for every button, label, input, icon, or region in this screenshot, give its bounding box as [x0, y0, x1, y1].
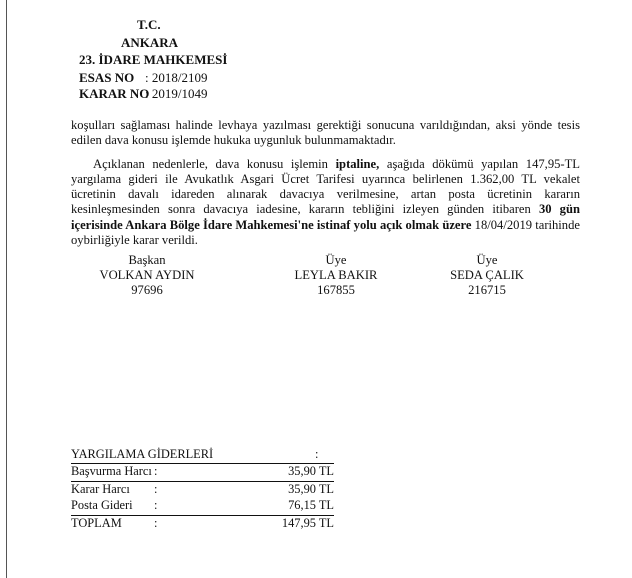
cost-colon: : [154, 498, 158, 512]
cost-amount: 35,90 TL [288, 464, 334, 478]
signature-role: Üye [476, 253, 498, 267]
esas-no [79, 70, 134, 86]
signature-number: 216715 [468, 283, 506, 297]
cost-label: Posta Gideri [71, 498, 133, 512]
cost-label: Karar Harcı [71, 481, 130, 496]
signature-name: SEDA ÇALIK [450, 268, 524, 282]
table-row [71, 498, 334, 516]
p2-part-a: Açıklanan nedenlerle, dava konusu işlemin [93, 157, 336, 172]
p2-part-b: aşağıda dökümü yapılan 147,95-TL yargılama gideri ile Avukatlık Asgari Ücret Tarifesi uyarınca belirlenen 1.362,00 TL vekalet ücretinin davalı idareden alınarak davacıya verilmesine, artan posta ücretinin kararın kesinleşmesinden sonra davacıya iadesine, kararın tebliğini izleyen günden itibaren [71, 157, 580, 217]
p2-bold-2: 30 gün içerisinde Ankara Bölge İdare Mahkemesi'ne istinaf yolu açık olmak üzere [71, 202, 580, 232]
table-row-total [71, 516, 334, 533]
cost-colon: : [154, 481, 158, 496]
cost-colon: : [154, 515, 158, 530]
karar-value: : 2019/1049 [145, 86, 208, 101]
karar-label: KARAR NO [79, 86, 150, 101]
p2-bold-1: iptaline, [335, 157, 380, 172]
cost-amount: 147,95 TL [281, 515, 334, 530]
signature-role: Başkan [128, 253, 166, 267]
costs-title: YARGILAMA GİDERLERİ [71, 447, 214, 461]
paragraph-1: koşulları sağlaması halinde levhaya yazılması gerektiği sonucuna varıldığından, aksi yönde tesis edilen dava konusu işlemde hukuka uygunluk bulunmamaktadır. [71, 118, 580, 148]
table-row [71, 482, 334, 499]
cost-label: TOPLAM [71, 515, 122, 530]
karar-no [79, 86, 149, 102]
signature-number: 167855 [317, 283, 355, 297]
costs-title-row [71, 447, 334, 464]
decision-text [71, 118, 580, 248]
tc-heading: T.C. [137, 17, 161, 32]
table-row [71, 464, 334, 482]
cost-amount: 35,90 TL [288, 481, 334, 496]
signature-member-2 [412, 253, 562, 298]
paragraph-2 [71, 157, 580, 248]
signature-name: LEYLA BAKIR [294, 268, 378, 282]
cost-label: Başvurma Harcı [71, 464, 152, 478]
signature-member-1 [261, 253, 411, 298]
p2-part-c: 18/04/2019 tarihinde oybirliğiyle karar verildi. [71, 217, 580, 247]
cost-colon: : [154, 464, 158, 478]
court-heading: 23. İDARE MAHKEMESİ [79, 52, 228, 67]
signature-name: VOLKAN AYDIN [99, 268, 195, 282]
signature-chair [72, 253, 222, 298]
cost-amount: 76,15 TL [288, 498, 334, 512]
esas-value: : 2018/2109 [145, 70, 208, 85]
costs-title-colon: : [315, 447, 319, 461]
city-heading: ANKARA [121, 35, 179, 50]
esas-label: ESAS NO [79, 70, 135, 85]
signature-role: Üye [325, 253, 347, 267]
signature-number: 97696 [131, 283, 163, 297]
costs-table [71, 447, 334, 532]
page-left-border [6, 0, 7, 578]
